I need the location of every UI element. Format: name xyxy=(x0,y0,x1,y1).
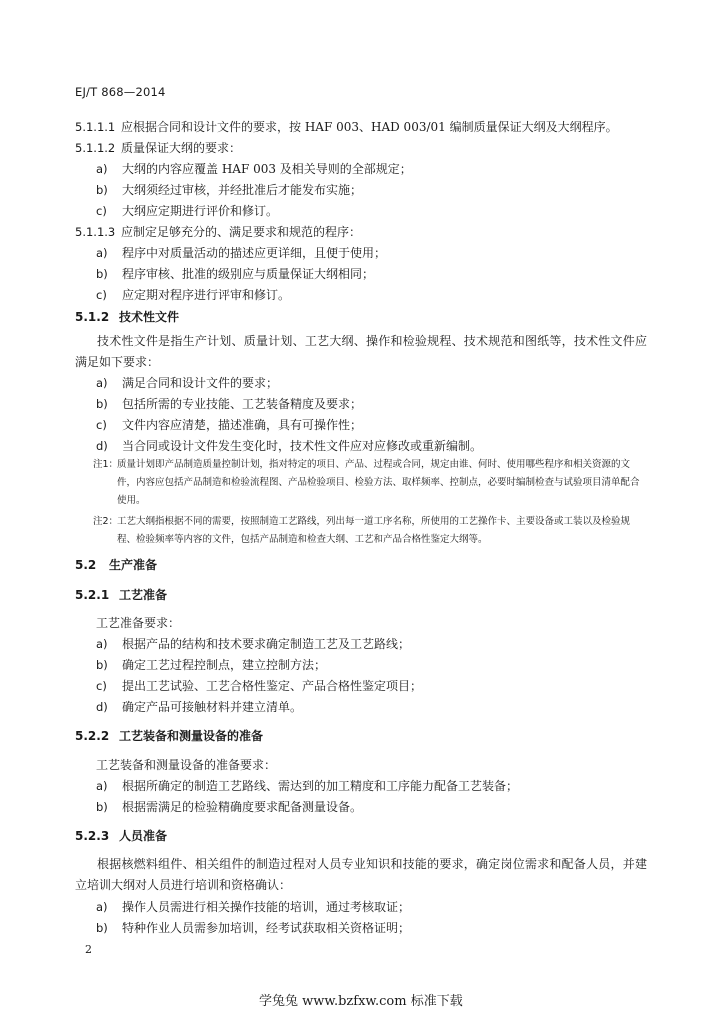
clause-text: 质量保证大纲的要求： xyxy=(121,141,242,155)
clause-text: 应根据合同和设计文件的要求，按 HAF 003、HAD 003/01 编制质量保证大纲及大纲程序。 xyxy=(121,120,618,134)
list-item-text: 文件内容应清楚，描述准确，具有可操作性； xyxy=(122,418,363,432)
list-item xyxy=(96,777,518,794)
list-item xyxy=(96,677,422,694)
list-marker: b) xyxy=(96,921,108,935)
clause-text: 应制定足够充分的、满足要求和规范的程序： xyxy=(121,225,362,239)
section-title: 人员准备 xyxy=(119,829,168,843)
list-marker: a) xyxy=(96,246,108,260)
list-marker: b) xyxy=(96,267,108,281)
list-item xyxy=(96,635,410,652)
section-number: 5.1.2 xyxy=(75,310,110,324)
list-item xyxy=(96,181,362,198)
list-marker: a) xyxy=(96,162,108,176)
list-item xyxy=(96,202,278,219)
list-item xyxy=(96,395,362,412)
list-item-text: 大纲应定期进行评价和修订。 xyxy=(122,204,279,218)
list-item xyxy=(96,416,362,433)
list-item-text: 满足合同和设计文件的要求； xyxy=(122,376,279,390)
list-marker: a) xyxy=(96,900,108,914)
list-item xyxy=(96,698,302,715)
list-marker: c) xyxy=(96,288,107,302)
list-item xyxy=(96,286,290,303)
list-marker: c) xyxy=(96,204,107,218)
list-item xyxy=(96,244,386,261)
note-label: 注2： xyxy=(93,516,119,527)
list-item-text: 大纲的内容应覆盖 HAF 003 及相关导则的全部规定； xyxy=(122,162,412,176)
paragraph: 根据核燃料组件、相关组件的制造过程对人员专业知识和技能的要求，确定岗位需求和配备人员，并建立培训大纲对人员进行培训和资格确认： xyxy=(75,857,647,892)
list-item xyxy=(96,656,326,673)
section-title: 工艺装备和测量设备的准备 xyxy=(119,729,264,743)
list-item-text: 根据产品的结构和技术要求确定制造工艺及工艺路线； xyxy=(122,637,411,651)
clause-number: 5.1.1.2 xyxy=(75,141,116,155)
section-title: 工艺准备 xyxy=(119,588,168,602)
section-heading-5-1-2 xyxy=(75,308,179,325)
clause-5-1-1-2 xyxy=(75,139,241,156)
paragraph: 技术性文件是指生产计划、质量计划、工艺大纲、操作和检验规程、技术规范和图纸等，技术性文件应满足如下要求： xyxy=(75,334,647,369)
note-2 xyxy=(93,513,645,549)
list-item-text: 根据所确定的制造工艺路线、需达到的加工精度和工序能力配备工艺装备； xyxy=(122,779,519,793)
list-marker: b) xyxy=(96,800,108,814)
section-heading-5-2 xyxy=(75,556,157,573)
list-item-text: 包括所需的专业技能、工艺装备精度及要求； xyxy=(122,397,363,411)
clause-5-1-1-3 xyxy=(75,223,361,240)
list-item-text: 程序中对质量活动的描述应更详细，且便于使用； xyxy=(122,246,387,260)
list-marker: a) xyxy=(96,779,108,793)
standard-number: EJ/T 868—2014 xyxy=(75,85,166,99)
section-number: 5.2.3 xyxy=(75,829,110,843)
list-item-text: 当合同或设计文件发生变化时，技术性文件应对应修改或重新编制。 xyxy=(122,439,483,453)
note-label: 注1： xyxy=(93,459,119,470)
clause-number: 5.1.1.1 xyxy=(75,120,116,134)
section-heading-5-2-1 xyxy=(75,586,167,603)
paragraph: 工艺装备和测量设备的准备要求： xyxy=(96,758,277,772)
paragraph: 工艺准备要求： xyxy=(96,616,181,630)
list-marker: d) xyxy=(96,700,108,714)
list-marker: b) xyxy=(96,397,108,411)
list-item-text: 应定期对程序进行评审和修订。 xyxy=(122,288,291,302)
list-item-text: 操作人员需进行相关操作技能的培训，通过考核取证； xyxy=(122,900,411,914)
list-item-text: 大纲须经过审核，并经批准后才能发布实施； xyxy=(122,183,363,197)
list-item-text: 程序审核、批准的级别应与质量保证大纲相同； xyxy=(122,267,375,281)
list-item-text: 提出工艺试验、工艺合格性鉴定、产品合格性鉴定项目； xyxy=(122,679,423,693)
section-number: 5.2.2 xyxy=(75,729,110,743)
list-marker: c) xyxy=(96,418,107,432)
note-text: 质量计划即产品制造质量控制计划，指对特定的项目、产品、过程或合同，规定由谁、何时、使用哪些程序和相关资源的文件，内容应包括产品制造和检验流程图、产品检验项目、检验方法、取样频率、控制点，必要时编制检查与试验项目清单配合使用。 xyxy=(117,459,640,506)
list-item xyxy=(96,160,412,177)
list-item-text: 根据需满足的检验精确度要求配备测量设备。 xyxy=(122,800,363,814)
footer-watermark: 学兔兔 www.bzfxw.com 标准下载 xyxy=(259,994,463,1009)
section-number: 5.2 xyxy=(75,558,97,572)
list-item-text: 特种作业人员需参加培训，经考试获取相关资格证明； xyxy=(122,921,411,935)
note-1 xyxy=(93,456,645,510)
clause-number: 5.1.1.3 xyxy=(75,225,116,239)
list-item xyxy=(96,898,410,915)
list-marker: b) xyxy=(96,183,108,197)
list-marker: b) xyxy=(96,658,108,672)
section-title: 技术性文件 xyxy=(119,310,180,324)
note-text: 工艺大纲指根据不同的需要，按照制造工艺路线，列出每一道工序名称，所使用的工艺操作卡、主要设备或工装以及检验规程、检验频率等内容的文件，包括产品制造和检查大纲、工艺和产品合格性鉴定大纲等。 xyxy=(117,516,631,545)
list-item-text: 确定产品可接触材料并建立清单。 xyxy=(122,700,303,714)
list-item xyxy=(96,919,410,936)
list-item xyxy=(96,437,482,454)
section-heading-5-2-3 xyxy=(75,827,167,844)
section-title: 生产准备 xyxy=(109,558,158,572)
list-item-text: 确定工艺过程控制点，建立控制方法； xyxy=(122,658,327,672)
clause-5-1-1-1 xyxy=(75,118,618,135)
list-item xyxy=(96,798,362,815)
list-item xyxy=(96,374,278,391)
section-heading-5-2-2 xyxy=(75,727,263,744)
list-marker: a) xyxy=(96,637,108,651)
list-marker: a) xyxy=(96,376,108,390)
section-number: 5.2.1 xyxy=(75,588,110,602)
list-item xyxy=(96,265,374,282)
list-marker: c) xyxy=(96,679,107,693)
page-number: 2 xyxy=(85,943,92,956)
list-marker: d) xyxy=(96,439,108,453)
